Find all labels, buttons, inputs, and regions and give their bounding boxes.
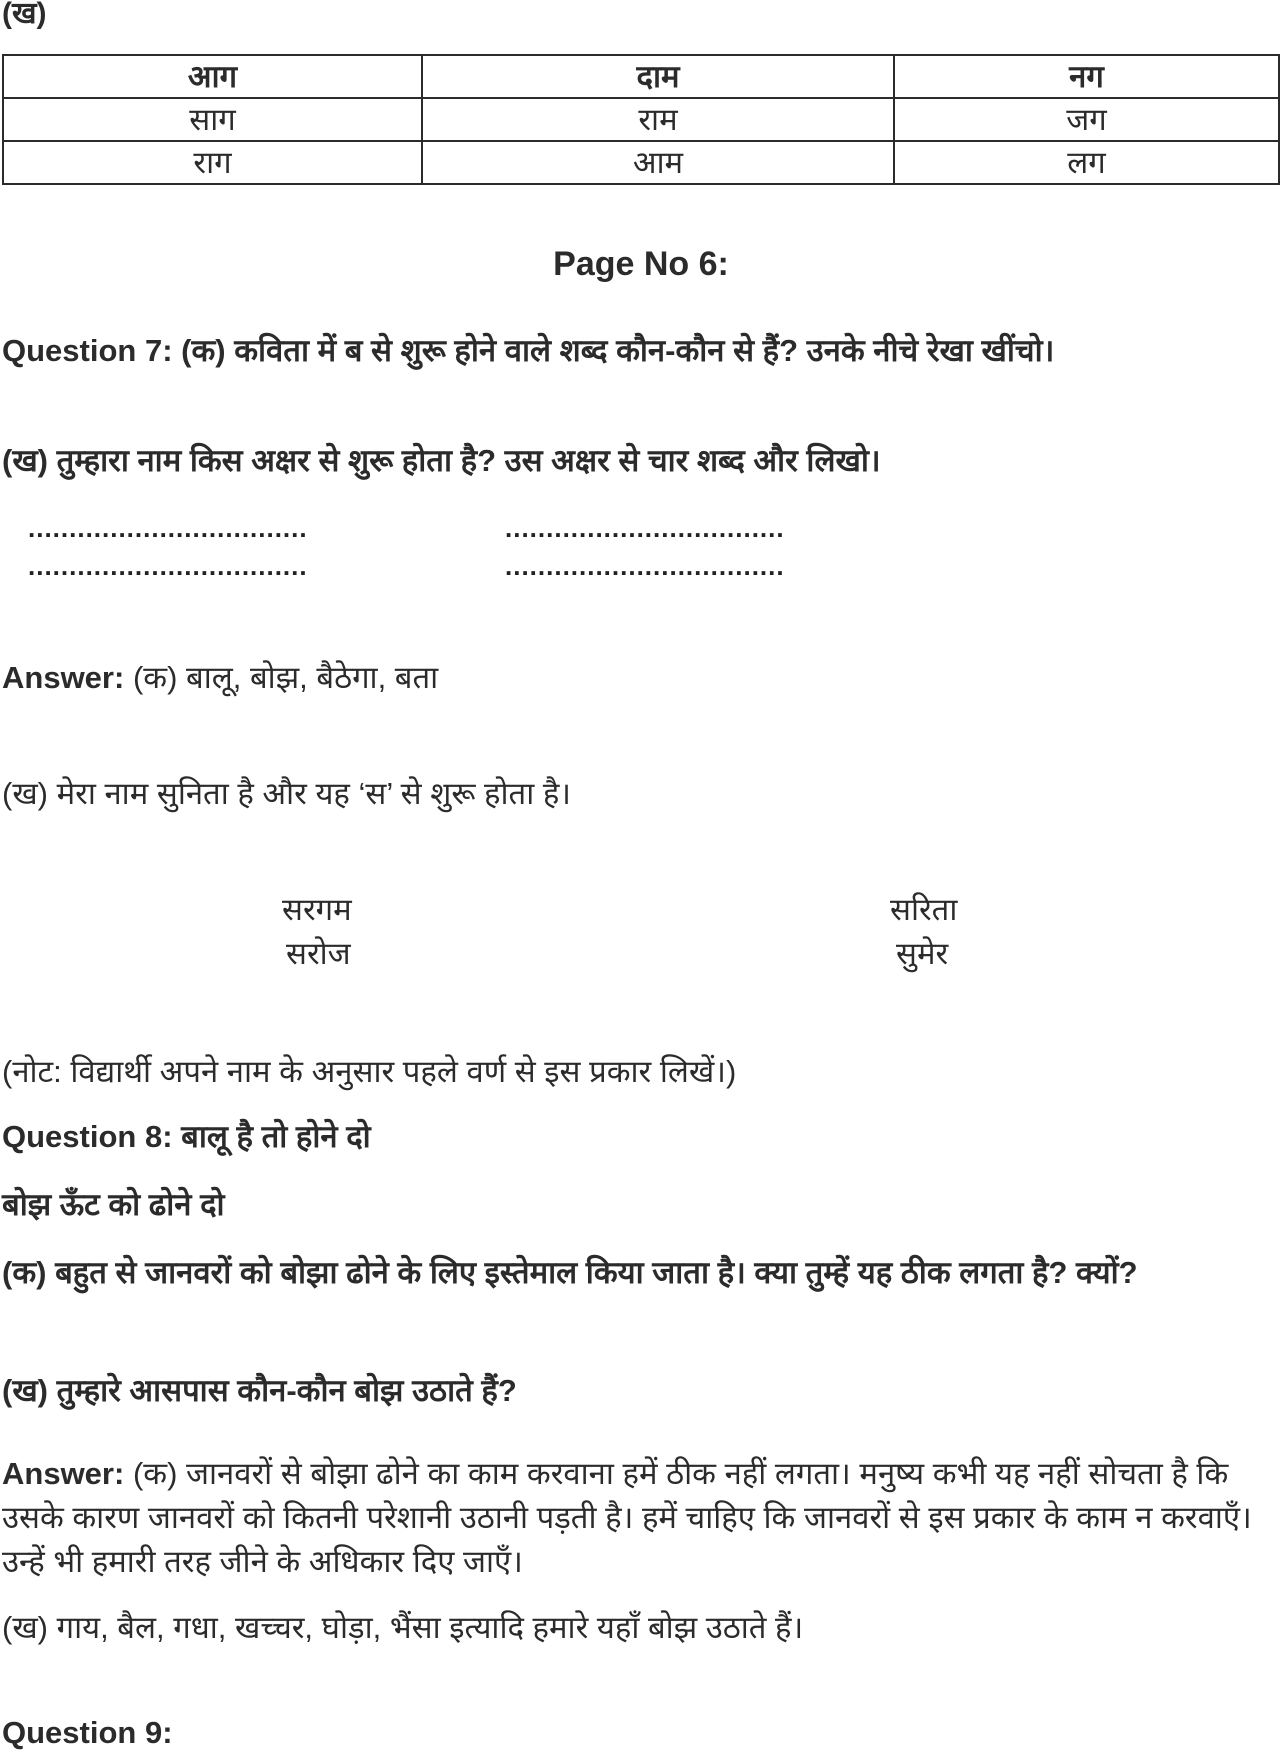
answer-label: Answer: <box>2 1456 125 1491</box>
section-label: (ख) <box>2 0 47 30</box>
answer-7-part-kha: (ख) मेरा नाम सुनिता है और यह ‘स’ से शुरू होता है। <box>2 776 572 811</box>
table-row <box>3 55 1279 98</box>
question-9 <box>2 1712 1277 1754</box>
answer-8 <box>2 1452 1277 1584</box>
blank-line: .................................. <box>28 551 308 581</box>
question-label: Question 9: <box>2 1715 173 1750</box>
example-word: सरोज <box>286 936 351 971</box>
table-row <box>3 98 1279 141</box>
answer-part-ka: (क) जानवरों से बोझा ढोने का काम करवाना हमें ठीक नहीं लगता। मनुष्य कभी यह नहीं सोचता है कि उसके कारण जानवरों को कितनी परेशानी उठानी पड़ती है। हमें चाहिए कि जानवरों से इस प्रकार के काम न करवाएँ। उन्हें भी हमारी तरह जीने के अधिकार दिए जाएँ। <box>2 1456 1252 1579</box>
table-cell: आम <box>422 141 894 184</box>
question-part-ka: (क) कविता में ब से शुरू होने वाले शब्द कौन-कौन से हैं? उनके नीचे रेखा खींचो। <box>181 333 1055 368</box>
table-cell: दाम <box>422 55 894 98</box>
question-poem-line-1: बालू है तो होने दो <box>181 1119 371 1154</box>
question-8 <box>2 1116 1277 1158</box>
table-cell: राम <box>422 98 894 141</box>
question-8-part-kha: (ख) तुम्हारे आसपास कौन-कौन बोझ उठाते हैं? <box>2 1373 517 1408</box>
table-row <box>3 141 1279 184</box>
blank-line: .................................. <box>505 551 785 581</box>
blank-line: .................................. <box>505 513 785 543</box>
question-poem-line-2: बोझ ऊँट को ढोने दो <box>2 1187 225 1222</box>
question-8-part-ka: (क) बहुत से जानवरों को बोझा ढोने के लिए इस्तेमाल किया जाता है। क्या तुम्हें यह ठीक लगता है? क्यों? <box>2 1255 1138 1290</box>
question-7-part-kha: (ख) तुम्हारा नाम किस अक्षर से शुरू होता है? उस अक्षर से चार शब्द और लिखो। <box>2 443 881 478</box>
blank-line: .................................. <box>28 513 308 543</box>
question-label: Question 7: <box>2 333 173 368</box>
answer-label: Answer: <box>2 660 125 695</box>
table-cell: नग <box>894 55 1279 98</box>
table-cell: जग <box>894 98 1279 141</box>
table-cell: साग <box>3 98 422 141</box>
answer-7 <box>2 656 1277 700</box>
question-label: Question 8: <box>2 1119 173 1154</box>
table-cell: आग <box>3 55 422 98</box>
answer-part-ka: (क) बालू, बोझ, बैठेगा, बता <box>132 660 439 695</box>
example-word: सरिता <box>890 892 958 927</box>
word-table <box>2 54 1280 185</box>
example-word: सुमेर <box>896 936 949 971</box>
example-word: सरगम <box>282 892 352 927</box>
table-cell: लग <box>894 141 1279 184</box>
table-cell: राग <box>3 141 422 184</box>
answer-8-part-kha: (ख) गाय, बैल, गधा, खच्चर, घोड़ा, भैंसा इत्यादि हमारे यहाँ बोझ उठाते हैं। <box>2 1610 804 1645</box>
question-7 <box>2 330 1277 372</box>
answer-7-note: (नोट: विद्यार्थी अपने नाम के अनुसार पहले वर्ण से इस प्रकार लिखें।) <box>2 1054 737 1089</box>
page-heading: Page No 6: <box>553 245 729 283</box>
